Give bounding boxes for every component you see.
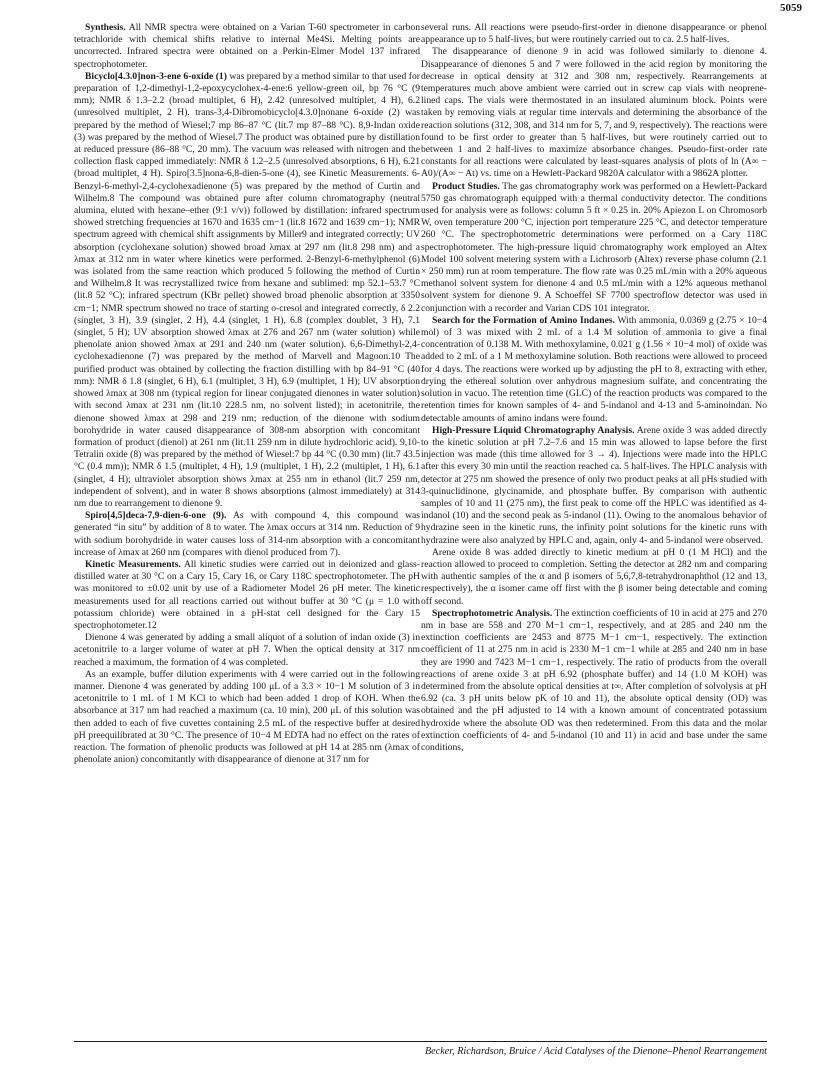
paragraph xyxy=(421,46,767,180)
paragraph-text: The disappearance of dienone 9 in acid was followed similarly to dienone 4. Disappearance of dienones 5 and 7 were followed in the acid region by monitoring the decrease in optical density at 312 and 308 nm, respectively. Rearrangements at temperatures much above ambient were carried out in screw cap vials with neoprene-lined caps. The vials were thermostated in an insulated aluminum block. Points were taken by removing vials at regular time intervals and determining the absorbance of the reaction solutions (312, 308, and 314 nm for 5, 7, and 9, respectively). The reactions were found to be first order to greater than 5 half-lives, but were routinely carried out to between 1 and 2 half-lives to maximize absorbance changes. Pseudo-first-order rate constants for all reactions were calculated by least-squares analysis of plots of ln (A∞ − A0)/(A∞ − At) vs. time on a Hewlett-Packard 9820A calculator with a 9862A plotter. xyxy=(421,46,767,180)
paragraph xyxy=(421,181,767,315)
paragraph-text: All NMR spectra were obtained on a Varian T-60 spectrometer in carbon tetrachloride with chemical shifts relative to internal Me4Si. Melting points are uncorrected. Infrared spectra were obtained on a Perkin-Elmer Model 137 infrared spectrophotometer. xyxy=(74,22,420,70)
section-lead: High-Pressure Liquid Chromatography Analysis. xyxy=(432,424,635,436)
paragraph-text: The gas chromatography work was performed on a Hewlett-Packard 5750 gas chromatograph equipped with a thermal conductivity detector. The conditions used for analysis were as follows: column 5 ft × 0.25 in. 20% Apiezon L on Chromosorb W, oven temperature 200 °C, injection port temperature 225 °C, and detector temperature 260 °C. The spectrophotometric determinations were performed on a Cary 118C spectrophotometer. The high-pressure liquid chromatography work employed an Altex Model 100 solvent metering system with a Lichrosorb (Altex) reverse phase column (2.1 × 250 mm) run at room temperature. The flow rate was 0.25 mL/min with a 20% aqueous methanol solvent system for dienone 4 and 0.5 mL/min with a 12% aqueous methanol solvent system for dienone 9. A Schoeffel SF 7700 spectroflow detector was used in conjunction with a recorder and Varian CDS 101 integrator. xyxy=(421,180,767,314)
paragraph xyxy=(74,510,420,559)
paragraph-text: several runs. All reactions were pseudo-first-order in dienone disappearance or phenol appearance up to 5 half-lives, but were routinely carried out to ca. 2.5 half-lives. xyxy=(421,22,767,46)
paragraph xyxy=(74,669,420,767)
section-lead: Spiro[4,5]deca-7,9-dien-6-one (9). xyxy=(85,510,227,522)
paragraph xyxy=(421,547,767,608)
paragraph-text: The extinction coefficients of 10 in acid at 275 and 270 nm in base are 558 and 270 M−1 cm−1, respectively, and at 285 and 240 nm the extinction coefficients are 2453 and 8775 M−1 cm−1, respectively. The extinction coefficient of 11 at 275 nm in acid is 2330 M−1 cm−1 while at 285 and 240 nm in base they are 1990 and 7423 M−1 cm−1, respectively. The ratio of products from the overall reactions of arene oxide 3 at pH 6.92 (phosphate buffer) and 14 (1.0 M KOH) was determined from the absolute optical densities at t∞. After completion of solvolysis at pH 6.92 (ca. 3 pH units below pK of 10 and 11), the absolute optical density (OD) was obtained and the pH adjusted to 14 with a known amount of concentrated potassium hydroxide where the absolute OD was then redetermined. From this data and the molar extinction coefficients of 4- and 5-indanol (10 and 11) in acid and base under the same conditions, xyxy=(421,607,767,753)
page-number: 5059 xyxy=(780,2,802,14)
section-lead: Product Studies. xyxy=(432,180,500,192)
running-footer: Becker, Richardson, Bruice / Acid Catalyses of the Dienone–Phenol Rearrangement xyxy=(424,1046,767,1057)
paragraph xyxy=(74,559,420,632)
paragraph-text: As an example, buffer dilution experiments with 4 were carried out in the following manner. Dienone 4 was generated by adding 100 μL of a 3.3 × 10−1 M solution of 3 in acetonitrile to 1 mL of 1 M KCl to which had been added 1 drop of KOH. When the absorbance at 317 nm had reached a maximum (ca. 10 min), 200 μL of this solution was then added to each of five cuvettes containing 2.5 mL of the respective buffer at desired pH preequilibrated at 30 °C. The presence of 10−4 M EDTA had no effect on the rates of reaction. The formation of phenolic products was followed at pH 14 at 285 nm (λmax of phenolate anion) concomitantly with disappearance of dienone at 317 nm for xyxy=(74,668,420,766)
paragraph-text: Arene oxide 8 was added directly to kinetic medium at pH 0 (1 M HCl) and the reaction allowed to proceed to completion. Setting the detector at 282 nm and comparing with authentic samples of the α and β isomers of 5,6,7,8-tetrahydronaphthol (12 and 13, respectively), the α isomer came off first with the β isomer being detectable and coming off second. xyxy=(421,546,767,607)
left-column xyxy=(74,22,420,766)
paragraph-text: All kinetic studies were carried out in deionized and glass-distilled water at 30 °C on a Cary 15, Cary 16, or Cary 118C spectrophotometer. The pH was monitored to ±0.02 unit by use of a Radiometer Model 26 pH meter. The kinetic measurements used for all reactions carried out without buffer at 30 °C (μ = 1.0 with potassium chloride) were obtained in a pH-stat cell designed for the Cary 15 spectrophotometer.12 xyxy=(74,558,420,631)
section-lead: Kinetic Measurements. xyxy=(85,558,181,570)
paragraph-text: As with compound 4, this compound was generated “in situ” by addition of 8 to water. The λmax occurs at 314 nm. Reduction of 9 with sodium borohydride in water causes loss of 314-nm absorption with a concomitant increase of λmax at 260 nm (compares with dienol produced from 7). xyxy=(74,510,420,558)
footer-rule xyxy=(74,1041,767,1042)
paragraph xyxy=(74,71,420,510)
paragraph xyxy=(421,22,767,46)
paragraph xyxy=(74,22,420,71)
section-lead: Search for the Formation of Amino Indanes. xyxy=(432,314,615,326)
paragraph-text: Arene oxide 3 was added directly to the kinetic solution at pH 7.2–7.6 and 15 min was allowed to lapse before the first injection was made (this time allowed for 3 → 4). Injections were made into the HPLC after this every 30 min until the reaction reached ca. 5 half-lives. The HPLC analysis with detector at 275 nm showed the presence of only two product peaks at all pHs studied with 3-quinuclidinone, glycinamide, and phosphate buffer. By comparison with authentic samples of 10 and 11 (275 nm), the first peak to come off the HPLC was identified as 4-indanol (10) and the second peak as 5-indanol (11). Owing to the anomalous behavior of hydrazine seen in the kinetic runs, the infinity point solutions for the kinetic runs with hydrazine were also analyzed by HPLC and, again, only 4- and 5-indanol were observed. xyxy=(421,424,767,546)
paragraph xyxy=(421,315,767,425)
paragraph xyxy=(74,632,420,669)
paragraph-text: was prepared by a method similar to that used for preparation of 1,2-dimethyl-1,2-epoxycyclohex-4-ene:6 yellow-green oil, bp 76 °C (9 mm); NMR δ 1.3–2.2 (broad multiplet, 6 H), 2.42 (unresolved multiplet, 4 H), 6.2 (unresolved multiplet, 2 H). trans-3,4-Dibromobicyclo[4.3.0]nonane 6-oxide (2) was prepared by the method of Wiesel;7 mp 86–87 °C (lit.7 mp 87–88 °C). 8,9-Indan oxide (3) was prepared by the method of Wiesel.7 The product was obtained pure by distillation at reduced pressure (86–88 °C, 20 mm). The vacuum was released with nitrogen and the collection flask capped immediately: NMR δ 1.2–2.5 (unresolved absorptions, 6 H), 6.21 (broad multiplet, 4 H). Spiro[3.5]nona-6,8-dien-5-one (4), see Kinetic Measurements. 6-Benzyl-6-methyl-2,4-cyclohexadienone (5) was prepared by the method of Curtin and Wilhelm.8 The compound was obtained pure after column chromatography (neutral alumina, eluted with hexane–ether (9:1 v/v)) followed by distillation: infrared spectrum showed stretching frequencies at 1670 and 1635 cm−1 (lit.8 1672 and 1639 cm−1); NMR spectrum agreed with chemical shift assignments by Miller9 and integrated correctly; UV absorption (cyclohexane solution) showed broad λmax at 297 nm (lit.8 298 nm) and a λmax at 312 nm in water where kinetics were performed. 2-Benzyl-6-methylphenol (6) was isolated from the same reaction which produced 5 following the method of Curtin and Wilhelm.8 It was recrystallized twice from hexane and sublimed: mp 52.1–53.7 °C (lit.8 52 °C); infrared spectrum (KBr pellet) showed broad phenolic absorption at 3350 cm−1; NMR spectrum showed no trace of starting o-cresol and integrated correctly, δ 2.2 (singlet, 3 H), 3.9 (singlet, 2 H), 4.4 (singlet, 1 H), 6.8 (complex doublet, 3 H), 7.1 (singlet, 5 H); UV absorption showed λmax at 276 and 267 nm (water solution) while phenolate anion showed λmax at 291 and 240 nm (water solution). 6,6-Dimethyl-2,4-cyclohexadienone (7) was prepared by the method of Marvell and Magoon.10 The purified product was obtained by collecting the fraction distilling with bp 84–91 °C (40 mm): NMR δ 1.8 (singlet, 6 H), 6.1 (multiplet, 3 H), 6.9 (multiplet, 1 H); UV absorption showed λmax at 308 nm (typical region for linear conjugated dienones in water solution) with second λmax at 231 nm (lit.10 228.5 nm, no solvent listed); in acetonitrile, the dienone showed λmax at 298 and 219 nm; reduction of the dienone with sodium borohydride in water caused disappearance of 308-nm absorption with concomitant formation of product (dienol) at 261 nm (lit.11 259 nm in dilute hydrochloric acid). 9,10-Tetralin oxide (8) was prepared by the method of Wiesel:7 bp 44 °C (0.30 mm) (lit.7 43.5 °C (0.4 mm)); NMR δ 1.5 (multiplet, 4 H), 1.9 (multiplet, 1 H), 2.2 (multiplet, 1 H), 6.1 (singlet, 4 H); ultraviolet absorption shows λmax at 255 nm in ethanol (lit.7 259 nm, independent of solvent), and in water 8 shows absorptions (almost immediately) at 314 nm due to rearrangement to dienone 9. xyxy=(74,70,420,509)
section-lead: Bicyclo[4.3.0]non-3-ene 6-oxide (1) xyxy=(85,70,227,82)
paragraph-text: Dienone 4 was generated by adding a small aliquot of a solution of indan oxide (3) in acetonitrile to a larger volume of water at pH 7. When the optical density at 317 nm reached a maximum, the formation of 4 was completed. xyxy=(74,632,420,668)
right-column xyxy=(421,22,767,754)
section-lead: Synthesis. xyxy=(85,22,126,33)
paragraph-text: With ammonia, 0.0369 g (2.75 × 10−4 mol) of 3 was mixed with 2 mL of a 1.4 M solution of ammonia to give a final concentration of 0.138 M. With methoxylamine, 0.021 g (1.56 × 10−4 mol) of oxide was added to 2 mL of a 1 M methoxylamine solution. Both reactions were allowed to proceed for 4 days. The reactions were worked up by adjusting the pH to 8, extracting with ether, drying the ethereal solution over anhydrous magnesium sulfate, and concentrating the solution in vacuo. The retention time (GLC) of the reaction products was compared to the retention times for known samples of 4- and 5-indanol and 4-13 and 5-aminoindan. No detectable amounts of amino indans were found. xyxy=(421,314,767,424)
paragraph xyxy=(421,425,767,547)
paragraph xyxy=(421,608,767,754)
section-lead: Spectrophotometric Analysis. xyxy=(432,607,553,619)
